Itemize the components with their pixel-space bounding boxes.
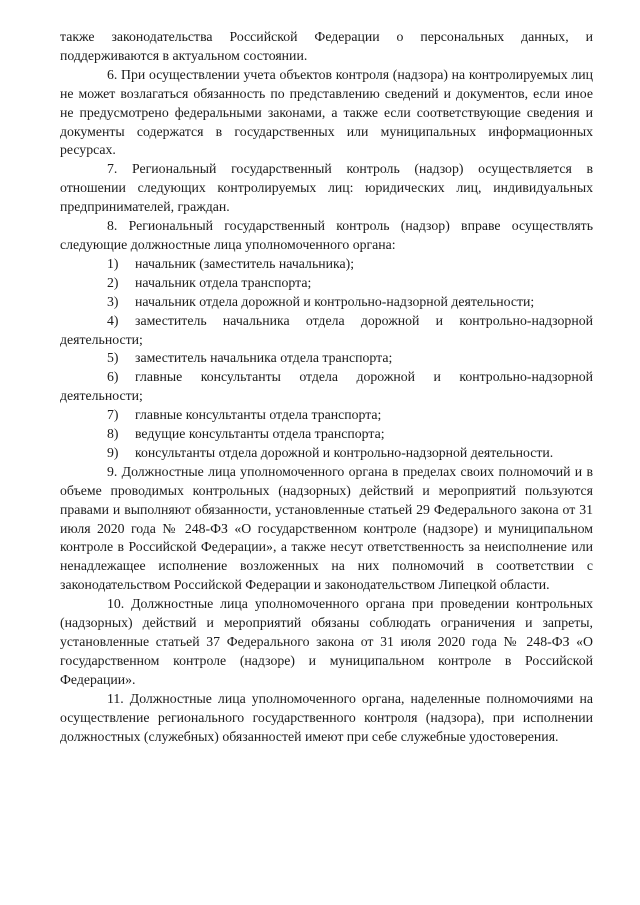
list-item-text: начальник отдела дорожной и контрольно-надзорной деятельности; (135, 293, 535, 309)
list-item-text: заместитель начальника отдела дорожной и контрольно-надзорной деятельности; (60, 312, 593, 347)
list-item-number: 3) (107, 293, 119, 309)
paragraph-11: 11. Должностные лица уполномоченного органа, наделенные полномочиями на осуществление регионального государственного контроля (надзора), при исполнении должностных (служебных) обязанностей имеют при себе служебные удостоверения. (60, 690, 593, 744)
paragraph-10: 10. Должностные лица уполномоченного органа при проведении контрольных (надзорных) действий и мероприятий обязаны соблюдать ограничения и запреты, установленные статьей 37 Федерального закона от 31 июля 2020 года № 248-ФЗ «О государственном контроле (надзоре) и муниципальном контроле в Российской Федерации». (60, 596, 593, 687)
list-item-text: главные консультанты отдела дорожной и контрольно-надзорной деятельности; (60, 369, 593, 404)
paragraph-8: 8. Региональный государственный контроль (надзор) вправе осуществлять следующие должностные лица уполномоченного органа: (60, 218, 593, 252)
list-item (60, 349, 593, 368)
list-item (60, 312, 593, 350)
list-item-number: 4) (107, 312, 119, 328)
list-item-text: начальник (заместитель начальника); (135, 255, 355, 271)
list-item (60, 425, 593, 444)
paragraph-7: 7. Региональный государственный контроль (надзор) осуществляется в отношении следующих контролируемых лиц: юридических лиц, индивидуальных предпринимателей, граждан. (60, 161, 593, 215)
list-item-number: 9) (107, 444, 119, 460)
list-item (60, 274, 593, 293)
list-item (60, 444, 593, 463)
paragraph-intro: также законодательства Российской Федерации о персональных данных, и поддерживаются в актуальном состоянии. (60, 29, 593, 63)
list-item-number: 5) (107, 350, 119, 366)
list-item (60, 406, 593, 425)
list-item-text: начальник отдела транспорта; (135, 274, 312, 290)
paragraph-6: 6. При осуществлении учета объектов контроля (надзора) на контролируемых лиц не может возлагаться обязанность по представлению сведений и документов, если иное не предусмотрено федеральными законами, а также если соответствующие сведения и документы содержатся в государственных или муниципальных информационных ресурсах. (60, 66, 593, 158)
list-item-number: 8) (107, 426, 119, 442)
document-body (60, 28, 593, 746)
officials-list (60, 255, 593, 463)
list-item-number: 1) (107, 255, 119, 271)
list-item (60, 255, 593, 274)
list-item (60, 368, 593, 406)
list-item-text: заместитель начальника отдела транспорта; (135, 350, 393, 366)
list-item-number: 6) (107, 369, 119, 385)
list-item-text: ведущие консультанты отдела транспорта; (135, 426, 385, 442)
list-item (60, 293, 593, 312)
paragraph-9: 9. Должностные лица уполномоченного органа в пределах своих полномочий и в объеме проводимых контрольных (надзорных) действий и мероприятий пользуются правами и выполняют обязанности, установленные статьей 29 Федерального закона от 31 июля 2020 года № 248-ФЗ «О государственном контроле (надзоре) и муниципальном контроле в Российской Федерации», а также несут ответственность за неисполнение или ненадлежащее исполнение возложенных на них полномочий в соответствии с законодательством Российской Федерации и законодательством Липецкой области. (60, 463, 593, 593)
list-item-number: 7) (107, 407, 119, 423)
list-item-number: 2) (107, 274, 119, 290)
list-item-text: главные консультанты отдела транспорта; (135, 407, 382, 423)
list-item-text: консультанты отдела дорожной и контрольно-надзорной деятельности. (135, 444, 554, 460)
